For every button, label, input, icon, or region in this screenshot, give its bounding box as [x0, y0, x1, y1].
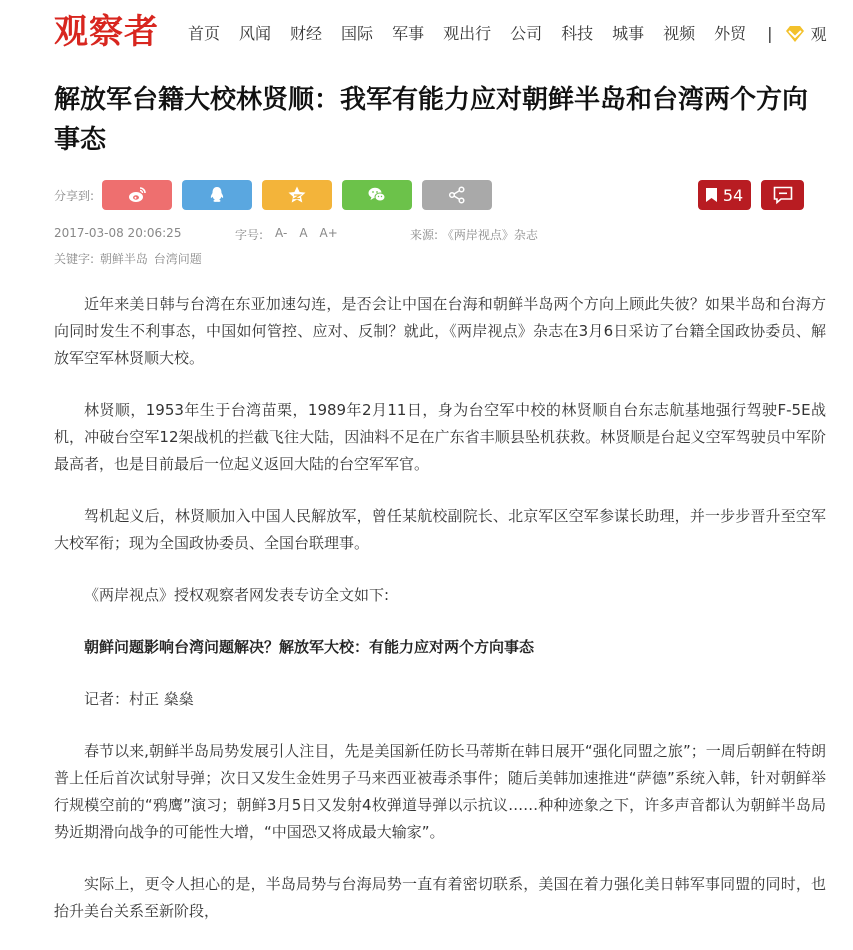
vip-link[interactable]: [785, 22, 827, 45]
site-logo[interactable]: 观察者: [54, 12, 159, 52]
wechat-icon: [367, 185, 387, 205]
publish-date: 2017-03-08 20:06:25: [54, 226, 182, 240]
nav-item-fengwen[interactable]: 风闻: [239, 23, 272, 43]
article-body: [54, 291, 826, 950]
share-more-button[interactable]: [422, 180, 492, 210]
weibo-icon: [127, 185, 147, 205]
section-heading: 朝鲜问题影响台湾问题解决？解放军大校：有能力应对两个方向事态: [84, 638, 535, 656]
qq-icon: [207, 185, 227, 205]
nav-separator: |: [767, 24, 773, 43]
paragraph: 实际上，更令人担心的是，半岛局势与台海局势一直有着密切联系，美国在着力强化美日韩军事同盟的同时，也抬升美台关系至新阶段，: [54, 875, 826, 920]
nav-item-trade[interactable]: 外贸: [714, 23, 747, 43]
share-qq-button[interactable]: [182, 180, 252, 210]
paragraph: 《两岸视点》授权观察者网发表专访全文如下:: [84, 586, 390, 604]
article-title: 解放军台籍大校林贤顺：我军有能力应对朝鲜半岛和台湾两个方向事态: [54, 85, 809, 155]
paragraph: 春节以来,朝鲜半岛局势发展引人注目，先是美国新任防长马蒂斯在韩日展开“强化同盟之旅”；一周后朝鲜在特朗普上任后首次试射导弹；次日又发生金姓男子马来西亚被毒杀事件；随后美韩加速推进“萨德”系统入韩，针对朝鲜举行规模空前的“鸦鹰”演习；朝鲜3月5日又发射4枚弹道导弹以示抗议……种种迹象之下，许多声音都认为朝鲜半岛局势近期滑向战争的可能性大增，“中国恐又将成最大输家”。: [54, 742, 826, 841]
nav-item-company[interactable]: 公司: [510, 23, 543, 43]
nav-item-video[interactable]: 视频: [663, 23, 696, 43]
site-header: [0, 0, 853, 66]
font-size-decrease[interactable]: A-: [275, 226, 288, 240]
article-source: 来源: 《两岸视点》杂志: [410, 228, 538, 242]
keywords: [54, 250, 202, 267]
comment-icon: [773, 186, 793, 204]
share-label: 分享到:: [54, 189, 95, 203]
comment-button[interactable]: [761, 180, 804, 210]
font-size-increase[interactable]: A+: [319, 226, 338, 240]
paragraph: 驾机起义后，林贤顺加入中国人民解放军，曾任某航校副院长、北京军区空军参谋长助理，并一步步晋升至空军大校军衔；现为全国政协委员、全国台联理事。: [54, 507, 826, 552]
paragraph: 近年来美日韩与台湾在东亚加速勾连，是否会让中国在台海和朝鲜半岛两个方向上顾此失彼？如果半岛和台海方向同时发生不利事态，中国如何管控、应对、反制？就此，《两岸视点》杂志在3月6日采访了台籍全国政协委员、解放军空军林贤顺大校。: [54, 295, 826, 367]
main-nav: [188, 22, 827, 45]
share-icon: [447, 185, 467, 205]
bookmark-icon: [706, 188, 717, 202]
font-size-normal[interactable]: A: [299, 226, 308, 240]
nav-item-international[interactable]: 国际: [341, 23, 374, 43]
nav-item-home[interactable]: 首页: [188, 23, 221, 43]
keywords-label: 关键字:: [54, 252, 95, 266]
comment-count-button[interactable]: [698, 180, 751, 210]
vip-label: 观: [810, 25, 827, 44]
vip-diamond-icon: [785, 25, 805, 43]
paragraph: 林贤顺，1953年生于台湾苗栗，1989年2月11日，身为台空军中校的林贤顺自台东志航基地强行驾驶F-5E战机，冲破台空军12架战机的拦截飞往大陆，因油料不足在广东省丰顺县坠机获救。林贤顺是台起义空军驾驶员中军阶最高者，也是目前最后一位起义返回大陆的台空军军官。: [54, 401, 826, 473]
share-qzone-button[interactable]: [262, 180, 332, 210]
font-size-controls: [235, 226, 350, 243]
nav-item-travel[interactable]: 观出行: [443, 23, 492, 43]
share-wechat-button[interactable]: [342, 180, 412, 210]
qzone-star-icon: [287, 185, 307, 205]
font-size-label: 字号:: [235, 228, 264, 242]
share-weibo-button[interactable]: [102, 180, 172, 210]
nav-item-finance[interactable]: 财经: [290, 23, 323, 43]
comment-count: 54: [722, 185, 744, 205]
nav-item-tech[interactable]: 科技: [561, 23, 594, 43]
nav-item-city[interactable]: 城事: [612, 23, 645, 43]
nav-item-military[interactable]: 军事: [392, 23, 425, 43]
keyword-link[interactable]: 台湾问题: [153, 252, 202, 266]
paragraph: 记者：村正 燊燊: [84, 690, 194, 708]
keyword-link[interactable]: 朝鲜半岛: [99, 252, 148, 266]
